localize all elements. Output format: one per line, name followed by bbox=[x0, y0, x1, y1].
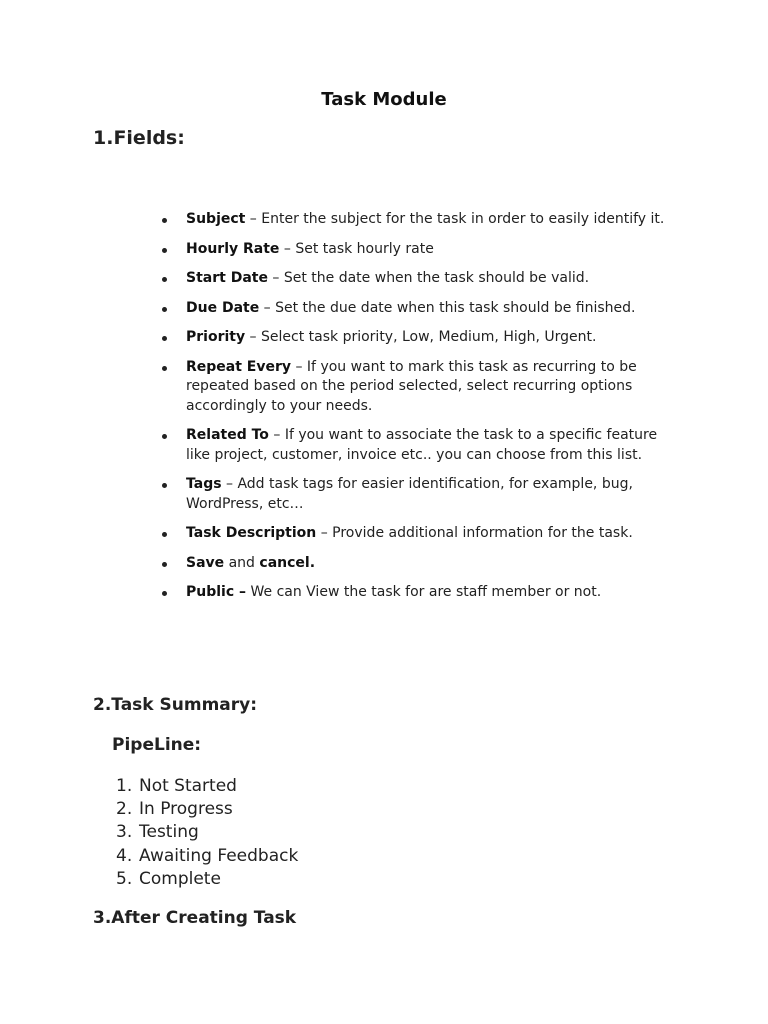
list-item bbox=[160, 554, 680, 574]
bullet-icon bbox=[162, 336, 167, 341]
list-item bbox=[116, 798, 298, 821]
pipeline-list bbox=[116, 775, 298, 891]
pipeline-stage: Awaiting Feedback bbox=[139, 845, 299, 866]
list-number: 3. bbox=[116, 822, 133, 843]
field-term: Task Description bbox=[186, 525, 317, 541]
list-item bbox=[160, 426, 680, 465]
pipeline-stage: Testing bbox=[139, 822, 199, 843]
field-term: Hourly Rate bbox=[186, 240, 280, 257]
list-item bbox=[160, 240, 680, 260]
list-item bbox=[160, 299, 680, 319]
pipeline-heading: PipeLine: bbox=[112, 735, 202, 755]
field-term: Subject bbox=[186, 211, 246, 227]
field-term: Due Date bbox=[186, 299, 260, 316]
list-item bbox=[160, 269, 680, 289]
list-item bbox=[160, 358, 680, 417]
field-description: – Set the date when the task should be valid. bbox=[267, 270, 590, 286]
bullet-icon bbox=[162, 248, 167, 253]
field-term: Repeat Every bbox=[186, 358, 292, 375]
field-description: – If you want to mark this task as recurring to be repeated based on the period selected, select recurring options accordingly to your needs. bbox=[186, 358, 637, 414]
bullet-icon bbox=[162, 434, 167, 439]
field-term: Save bbox=[186, 554, 225, 571]
bullet-icon bbox=[162, 366, 167, 371]
list-item bbox=[116, 775, 298, 798]
list-number: 2. bbox=[116, 799, 133, 820]
after-creating-task-heading: 3.After Creating Task bbox=[93, 908, 297, 928]
bullet-icon bbox=[162, 483, 167, 488]
bullet-icon bbox=[162, 562, 167, 567]
field-description: – Enter the subject for the task in order to easily identify it. bbox=[245, 211, 665, 227]
field-description: – If you want to associate the task to a specific feature like project, customer, invoice etc.. you can choose from this list. bbox=[186, 427, 658, 463]
field-description: – Set task hourly rate bbox=[279, 240, 434, 257]
pipeline-stage: Complete bbox=[139, 868, 221, 889]
list-item bbox=[160, 524, 680, 544]
list-item bbox=[160, 583, 680, 603]
bullet-icon bbox=[162, 218, 167, 223]
list-item bbox=[160, 475, 680, 514]
fields-list bbox=[160, 210, 680, 613]
list-number: 5. bbox=[116, 868, 133, 889]
field-term: Tags bbox=[186, 476, 222, 492]
field-term: Public – bbox=[186, 584, 247, 600]
bullet-icon bbox=[162, 591, 167, 596]
bullet-icon bbox=[162, 307, 167, 312]
field-description: – Set the due date when this task should be finished. bbox=[259, 299, 636, 316]
field-term-secondary: cancel. bbox=[259, 554, 316, 571]
field-description: – Add task tags for easier identification, for example, bug, WordPress, etc… bbox=[186, 476, 633, 512]
bullet-icon bbox=[162, 277, 167, 282]
field-description: We can View the task for are staff member or not. bbox=[246, 584, 602, 600]
fields-heading: 1.Fields: bbox=[93, 127, 185, 149]
field-term: Priority bbox=[186, 329, 246, 345]
field-term: Start Date bbox=[186, 270, 268, 286]
list-item bbox=[160, 328, 680, 348]
list-item bbox=[160, 210, 680, 230]
field-description: – Select task priority, Low, Medium, High, Urgent. bbox=[245, 329, 597, 345]
field-description: and bbox=[224, 554, 260, 571]
list-item bbox=[116, 845, 298, 868]
page-title: Task Module bbox=[321, 89, 447, 110]
pipeline-stage: In Progress bbox=[139, 799, 233, 820]
list-item bbox=[116, 868, 298, 891]
list-number: 1. bbox=[116, 776, 133, 796]
pipeline-stage: Not Started bbox=[139, 776, 237, 796]
list-number: 4. bbox=[116, 845, 133, 866]
field-term: Related To bbox=[186, 427, 269, 443]
task-summary-heading: 2.Task Summary: bbox=[93, 695, 258, 715]
field-description: – Provide additional information for the task. bbox=[316, 525, 633, 541]
bullet-icon bbox=[162, 532, 167, 537]
list-item bbox=[116, 821, 298, 844]
